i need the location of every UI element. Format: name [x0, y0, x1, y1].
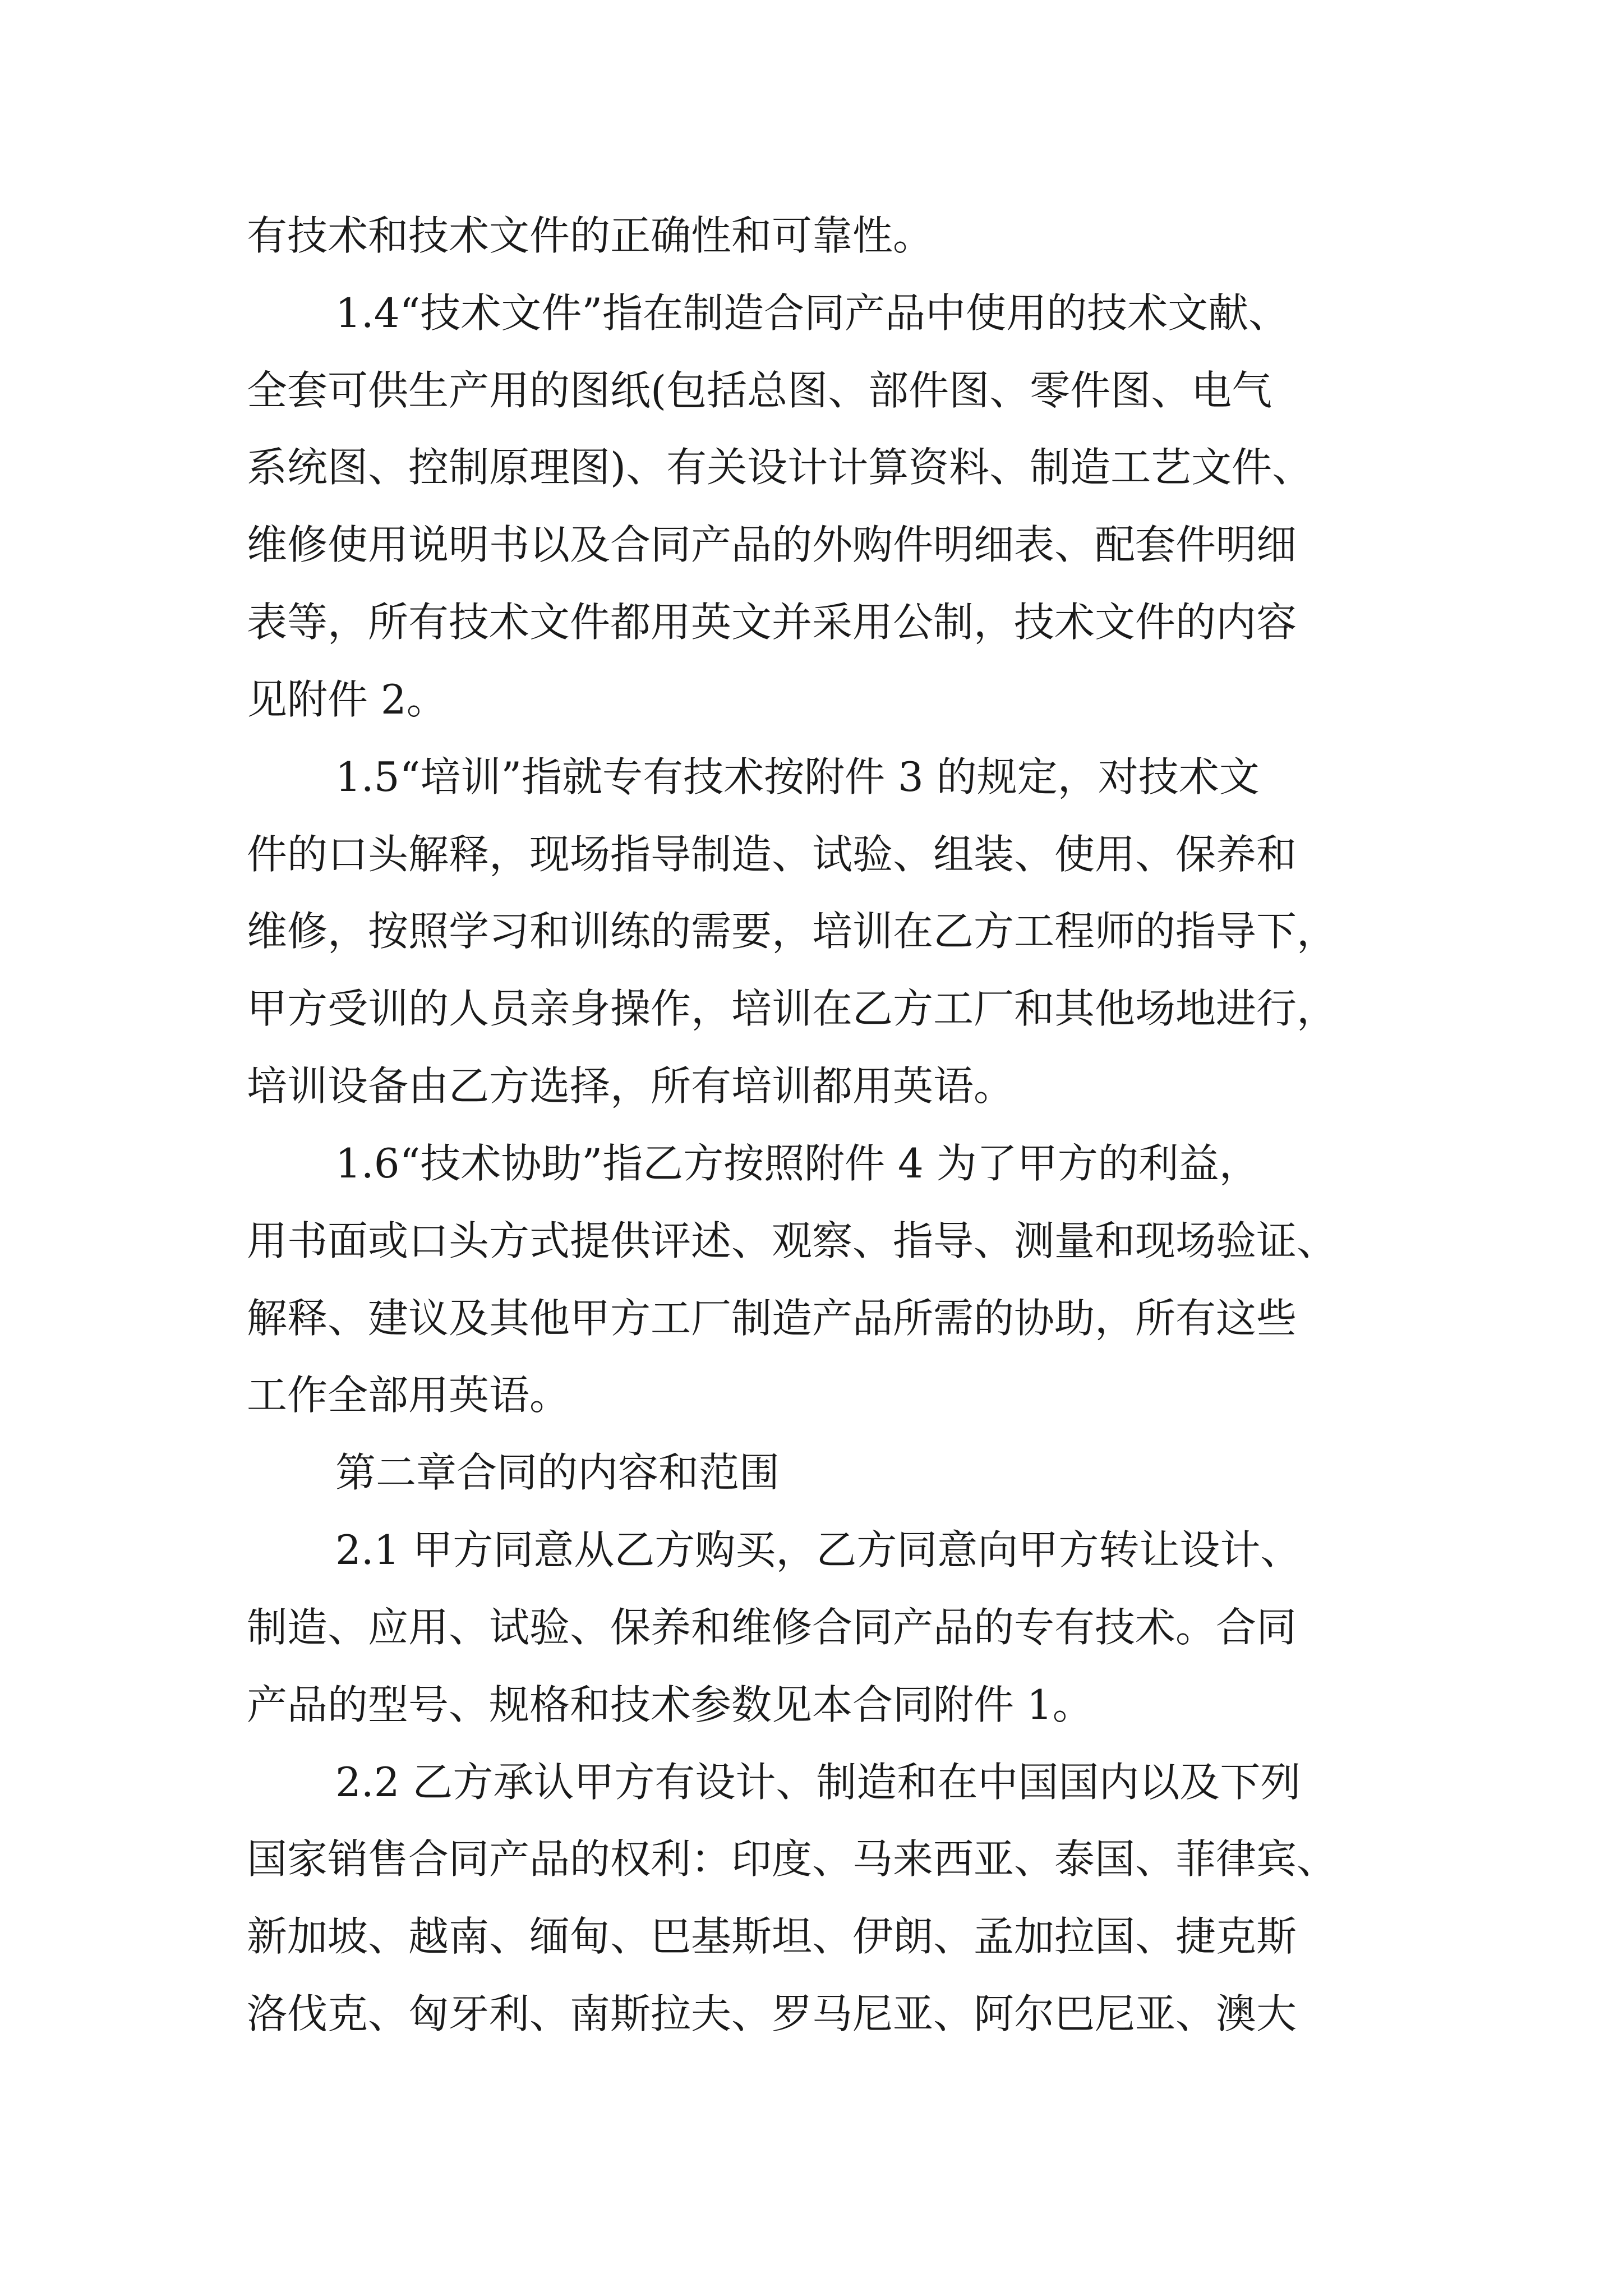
- text-line: 维修使用说明书以及合同产品的外购件明细表、配套件明细: [247, 521, 1297, 568]
- text-line: 件的口头解释，现场指导制造、试验、组装、使用、保养和: [247, 831, 1297, 878]
- text-line: 2.2 乙方承认甲方有设计、制造和在中国国内以及下列: [335, 1759, 1301, 1806]
- text-line: 1.5“培训”指就专有技术按附件 3 的规定，对技术文: [335, 753, 1260, 800]
- text-line: 产品的型号、规格和技术参数见本合同附件 1。: [247, 1681, 1093, 1728]
- text-line: 用书面或口头方式提供评述、观察、指导、测量和现场验证、: [247, 1217, 1338, 1264]
- text-line: 全套可供生产用的图纸(包括总图、部件图、零件图、电气: [247, 367, 1272, 414]
- text-line: 表等，所有技术文件都用英文并采用公制，技术文件的内容: [247, 599, 1297, 646]
- text-line: 系统图、控制原理图)、有关设计计算资料、制造工艺文件、: [247, 444, 1313, 491]
- text-line: 1.6“技术协助”指乙方按照附件 4 为了甲方的利益，: [335, 1140, 1260, 1187]
- chapter-heading: 第二章合同的内容和范围: [335, 1449, 780, 1496]
- text-line: 2.1 甲方同意从乙方购买，乙方同意向甲方转让设计、: [335, 1526, 1301, 1573]
- text-line: 制造、应用、试验、保养和维修合同产品的专有技术。合同: [247, 1604, 1297, 1651]
- text-line: 新加坡、越南、缅甸、巴基斯坦、伊朗、孟加拉国、捷克斯: [247, 1913, 1297, 1960]
- text-line: 培训设备由乙方选择，所有培训都用英语。: [247, 1062, 1015, 1110]
- text-line: 甲方受训的人员亲身操作，培训在乙方工厂和其他场地进行，: [247, 985, 1338, 1032]
- text-line: 洛伐克、匈牙利、南斯拉夫、罗马尼亚、阿尔巴尼亚、澳大: [247, 1990, 1297, 2037]
- text-line: 1.4“技术文件”指在制造合同产品中使用的技术文献、: [335, 289, 1289, 337]
- text-line: 工作全部用英语。: [247, 1372, 570, 1419]
- text-line: 维修，按照学习和训练的需要，培训在乙方工程师的指导下，: [247, 908, 1338, 955]
- text-line: 见附件 2。: [247, 676, 447, 723]
- text-line: 解释、建议及其他甲方工厂制造产品所需的协助，所有这些: [247, 1295, 1297, 1342]
- text-line: 有技术和技术文件的正确性和可靠性。: [247, 212, 934, 259]
- text-line: 国家销售合同产品的权利：印度、马来西亚、泰国、菲律宾、: [247, 1835, 1338, 1883]
